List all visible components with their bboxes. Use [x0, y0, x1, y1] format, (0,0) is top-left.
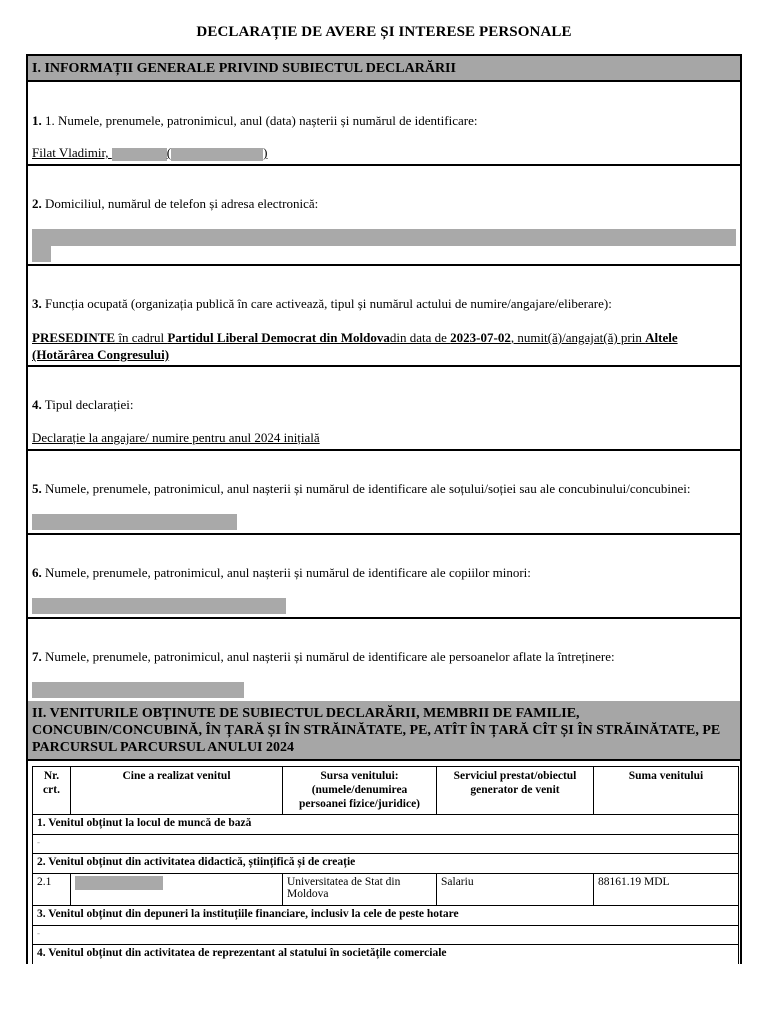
- redacted-idnp: [171, 148, 263, 161]
- question-2-block: [28, 166, 740, 266]
- col-amount: Suma venitului: [594, 767, 739, 815]
- row-nr: 2.1: [33, 874, 71, 906]
- section-2-heading: II. VENITURILE OBȚINUTE DE SUBIECTUL DECLARĂRII, MEMBRII DE FAMILIE, CONCUBIN/CONCUBINĂ, ÎN ȚARĂ ȘI ÎN STRĂINĂTATE, PE, ATÎT ÎN ȚARĂ CÎT ȘI ÎN STRĂINĂTATE, PE PARCURSUL PARCURSUL ANULUI 2024: [28, 701, 740, 761]
- row-amount: 88161.19 MDL: [594, 874, 739, 906]
- question-3: 3. Funcția ocupată (organizația publică în care activează, tipul și numărul actului de numire/angajare/eliberare):: [32, 296, 612, 311]
- category-row-4: 4. Venitul obținut din activitatea de reprezentant al statului în societățile comerciale: [33, 945, 739, 965]
- redacted-address-continued: [32, 246, 51, 262]
- redacted-dependents: [32, 682, 244, 698]
- answer-4: Declarație la angajare/ numire pentru anul 2024 inițială: [32, 430, 320, 445]
- redacted-spouse: [32, 514, 237, 530]
- declaration-form: [26, 54, 742, 964]
- redacted-name: [75, 876, 163, 890]
- question-1-block: [28, 82, 740, 166]
- answer-3: PRESEDINTE în cadrul Partidul Liberal Democrat din Moldovadin data de 2023-07-02, numit(ă)/angajat(ă) prin Altele (Hotărârea Congresului): [32, 330, 678, 362]
- income-table: [32, 766, 739, 964]
- category-row-3: 3. Venitul obținut din depuneri la instituțiile financiare, inclusiv la cele de peste hotare: [33, 906, 739, 926]
- income-table-header: [33, 767, 739, 815]
- question-5-block: [28, 451, 740, 535]
- col-nr: Nr. crt.: [33, 767, 71, 815]
- section-1-heading: I. INFORMAȚII GENERALE PRIVIND SUBIECTUL DECLARĂRII: [28, 56, 740, 82]
- question-6: 6. Numele, prenumele, patronimicul, anul nașterii și numărul de identificare ale copiilor minori:: [32, 565, 531, 580]
- row-who: [71, 874, 283, 906]
- question-2: 2. Domiciliul, numărul de telefon și adresa electronică:: [32, 196, 319, 211]
- redacted-address: [32, 229, 736, 246]
- question-4-block: [28, 367, 740, 451]
- redacted-children: [32, 598, 286, 614]
- question-3-block: [28, 266, 740, 367]
- category-row-1: 1. Venitul obținut la locul de muncă de bază: [33, 815, 739, 835]
- empty-row: -: [33, 835, 739, 854]
- row-service: Salariu: [437, 874, 594, 906]
- redacted-birthdate: [112, 148, 167, 161]
- col-who: Cine a realizat venitul: [71, 767, 283, 815]
- col-service: Serviciul prestat/obiectul generator de venit: [437, 767, 594, 815]
- question-7-block: [28, 619, 740, 701]
- table-row: [33, 874, 739, 906]
- answer-1: Filat Vladimir, ( ): [32, 145, 268, 160]
- empty-row: -: [33, 926, 739, 945]
- question-7: 7. Numele, prenumele, patronimicul, anul nașterii și numărul de identificare ale persoanelor aflate la întreținere:: [32, 649, 615, 664]
- row-source: Universitatea de Stat din Moldova: [283, 874, 437, 906]
- question-5: 5. Numele, prenumele, patronimicul, anul nașterii și numărul de identificare ale soțului/soției sau ale concubinului/concubinei:: [32, 481, 691, 496]
- question-1: 1. 1. Numele, prenumele, patronimicul, anul (data) nașterii și numărul de identificare:: [32, 113, 478, 128]
- category-row-2: 2. Venitul obținut din activitatea didactică, științifică și de creație: [33, 854, 739, 874]
- question-4: 4. Tipul declarației:: [32, 397, 134, 412]
- document-title: DECLARAȚIE DE AVERE ȘI INTERESE PERSONALE: [196, 24, 572, 40]
- question-6-block: [28, 535, 740, 619]
- col-source: Sursa venitului: (numele/denumirea persoanei fizice/juridice): [283, 767, 437, 815]
